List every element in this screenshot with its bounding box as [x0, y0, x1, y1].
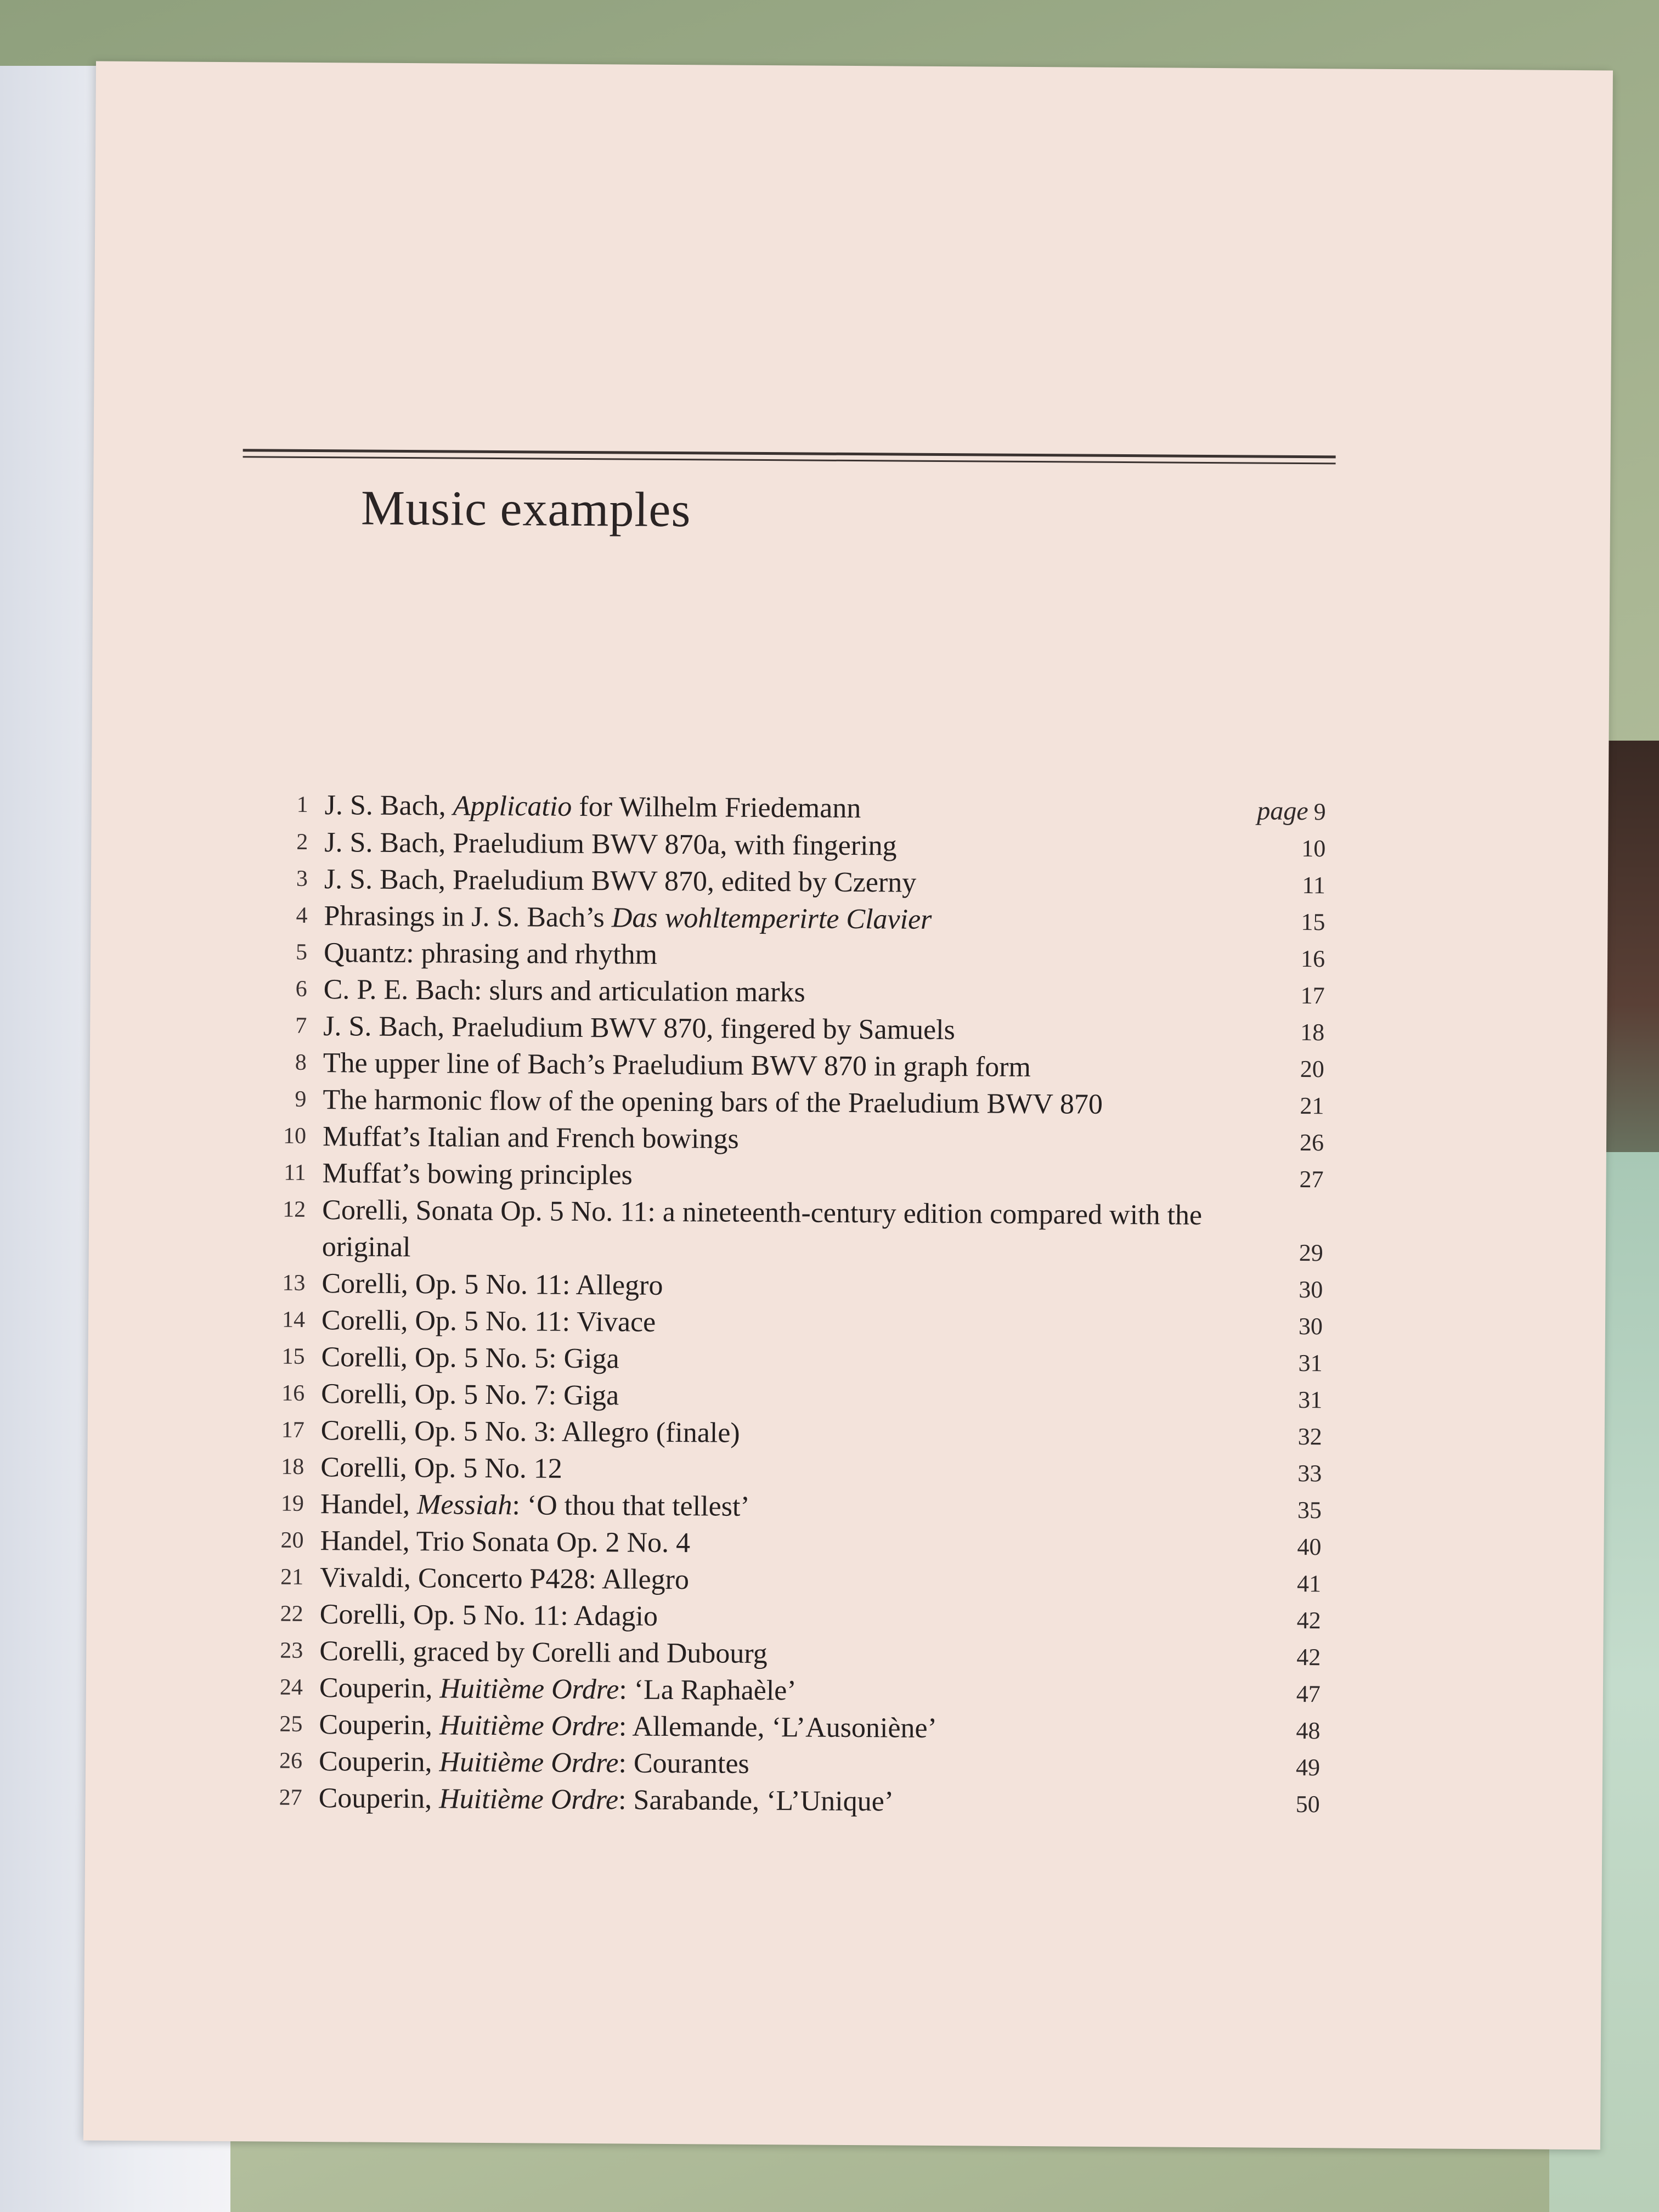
list-item — [243, 1118, 1324, 1161]
page-number: 41 — [1296, 1570, 1322, 1598]
example-title: J. S. Bach, Praeludium BWV 870, edited by Czerny — [324, 864, 917, 899]
example-title: Quantz: phrasing and rhythm — [323, 937, 658, 970]
example-title: Vivaldi, Concerto P428: Allegro — [319, 1562, 690, 1596]
page-number: 30 — [1298, 1312, 1323, 1340]
page-number: 17 — [1300, 981, 1325, 1009]
list-item — [242, 1191, 1324, 1271]
example-title: Handel, Messiah: ‘O thou that tellest’ — [320, 1488, 750, 1522]
page-number: 10 — [1301, 835, 1326, 862]
page-number: 31 — [1298, 1349, 1323, 1377]
example-title: Corelli, graced by Corelli and Dubourg — [319, 1635, 768, 1670]
list-item — [244, 1044, 1324, 1087]
example-number: 13 — [282, 1270, 306, 1296]
page-number: 27 — [1299, 1165, 1324, 1193]
example-title: Corelli, Op. 5 No. 7: Giga — [321, 1378, 619, 1412]
example-number: 19 — [280, 1491, 304, 1516]
list-item — [244, 897, 1325, 940]
example-number: 1 — [296, 792, 308, 817]
page-number: 26 — [1299, 1128, 1324, 1156]
example-number: 27 — [279, 1785, 302, 1810]
page-title: Music examples — [360, 481, 691, 538]
example-number: 15 — [281, 1344, 305, 1369]
example-title: Corelli, Op. 5 No. 11: Vivace — [321, 1305, 656, 1338]
list-item — [242, 1154, 1323, 1198]
example-title: Corelli, Op. 5 No. 5: Giga — [321, 1341, 619, 1375]
example-title: Couperin, Huitième Ordre: Sarabande, ‘L’Unique’ — [318, 1782, 894, 1818]
example-title: The upper line of Bach’s Praeludium BWV 870 in graph form — [323, 1047, 1031, 1083]
example-title: Couperin, Huitième Ordre: Courantes — [318, 1746, 749, 1780]
example-number: 12 — [283, 1197, 306, 1222]
example-number: 16 — [281, 1380, 305, 1406]
example-number: 21 — [280, 1564, 304, 1590]
list-item — [244, 934, 1325, 977]
example-title: Phrasings in J. S. Bach’s Das wohltemperirte Clavier — [324, 900, 932, 935]
page-number: 31 — [1298, 1386, 1323, 1414]
example-number: 2 — [296, 829, 308, 855]
example-number: 20 — [280, 1527, 304, 1553]
example-title: C. P. E. Bach: slurs and articulation marks — [323, 974, 805, 1008]
example-title: Corelli, Sonata Op. 5 No. 11: a nineteenth-century edition compared with the original — [321, 1194, 1203, 1263]
example-title: Muffat’s Italian and French bowings — [322, 1121, 739, 1155]
example-number: 10 — [283, 1123, 307, 1149]
example-number: 23 — [280, 1638, 303, 1663]
list-item — [240, 1595, 1321, 1639]
example-title: J. S. Bach, Praeludium BWV 870a, with fingering — [324, 827, 897, 862]
list-item — [239, 1742, 1320, 1786]
example-title: Handel, Trio Sonata Op. 2 No. 4 — [320, 1525, 691, 1559]
example-number: 4 — [296, 902, 308, 928]
example-number: 18 — [281, 1454, 304, 1480]
list-item — [239, 1706, 1320, 1749]
example-number: 17 — [281, 1417, 304, 1443]
page-number: 42 — [1296, 1606, 1321, 1634]
list-item — [240, 1559, 1321, 1602]
example-number: 5 — [295, 939, 308, 965]
page-number: 42 — [1296, 1643, 1321, 1671]
page-number: 18 — [1300, 1018, 1325, 1046]
list-item — [240, 1669, 1321, 1712]
example-number: 22 — [280, 1601, 303, 1627]
page-number: 29 — [1299, 1239, 1323, 1267]
example-title: J. S. Bach, Applicatio for Wilhelm Friedemann — [324, 789, 861, 825]
page-number: 20 — [1300, 1055, 1324, 1083]
example-title: Corelli, Op. 5 No. 11: Adagio — [319, 1599, 658, 1632]
example-title: Couperin, Huitième Ordre: Allemande, ‘L’Ausoniène’ — [319, 1709, 938, 1744]
title-rule — [243, 449, 1336, 464]
list-item — [240, 1632, 1321, 1675]
page-number: 50 — [1295, 1790, 1320, 1818]
page-number: 35 — [1297, 1496, 1322, 1524]
example-number: 24 — [279, 1674, 303, 1700]
list-item — [243, 1081, 1324, 1124]
example-title: J. S. Bach, Praeludium BWV 870, fingered by Samuels — [323, 1011, 956, 1046]
example-title: The harmonic flow of the opening bars of the Praeludium BWV 870 — [323, 1084, 1103, 1120]
example-number: 6 — [295, 976, 307, 1002]
example-number: 9 — [295, 1086, 307, 1112]
example-title: Corelli, Op. 5 No. 12 — [320, 1452, 563, 1485]
list-item — [241, 1448, 1322, 1492]
example-title: Corelli, Op. 5 No. 11: Allegro — [321, 1268, 663, 1301]
example-title: Couperin, Huitième Ordre: ‘La Raphaèle’ — [319, 1672, 797, 1707]
page-number: 11 — [1302, 872, 1326, 899]
list-item — [244, 1007, 1324, 1051]
page-number: 32 — [1297, 1423, 1322, 1451]
book-page — [83, 61, 1613, 2150]
page-number: 16 — [1300, 945, 1325, 973]
page-number: page 9 — [1257, 796, 1326, 826]
music-examples-list — [239, 786, 1325, 1822]
page-number: 40 — [1297, 1533, 1322, 1561]
list-item — [245, 823, 1325, 867]
list-item — [240, 1522, 1321, 1565]
example-number: 3 — [296, 866, 308, 891]
list-item — [244, 970, 1324, 1014]
page-number: 33 — [1297, 1459, 1322, 1487]
example-title: Muffat’s bowing principles — [322, 1158, 633, 1191]
list-item — [241, 1412, 1322, 1455]
list-item — [241, 1375, 1322, 1418]
list-item — [245, 860, 1325, 904]
page-number: 30 — [1299, 1276, 1323, 1304]
list-item — [245, 786, 1326, 830]
page-number: 47 — [1296, 1680, 1321, 1708]
example-number: 7 — [295, 1013, 307, 1039]
page-number: 48 — [1296, 1717, 1321, 1745]
example-number: 25 — [279, 1711, 303, 1737]
list-item — [241, 1338, 1322, 1381]
list-item — [242, 1265, 1323, 1308]
page-number: 15 — [1301, 909, 1325, 936]
example-number: 8 — [295, 1049, 307, 1075]
list-item — [242, 1301, 1323, 1345]
example-number: 11 — [284, 1160, 306, 1186]
list-item — [241, 1485, 1322, 1528]
page-prefix: page — [1257, 796, 1308, 826]
example-number: 14 — [281, 1307, 306, 1333]
example-title: Corelli, Op. 5 No. 3: Allegro (finale) — [320, 1415, 740, 1449]
page-number: 21 — [1300, 1092, 1324, 1120]
page-number: 49 — [1295, 1753, 1321, 1781]
list-item — [239, 1779, 1319, 1822]
example-number: 26 — [279, 1748, 303, 1774]
